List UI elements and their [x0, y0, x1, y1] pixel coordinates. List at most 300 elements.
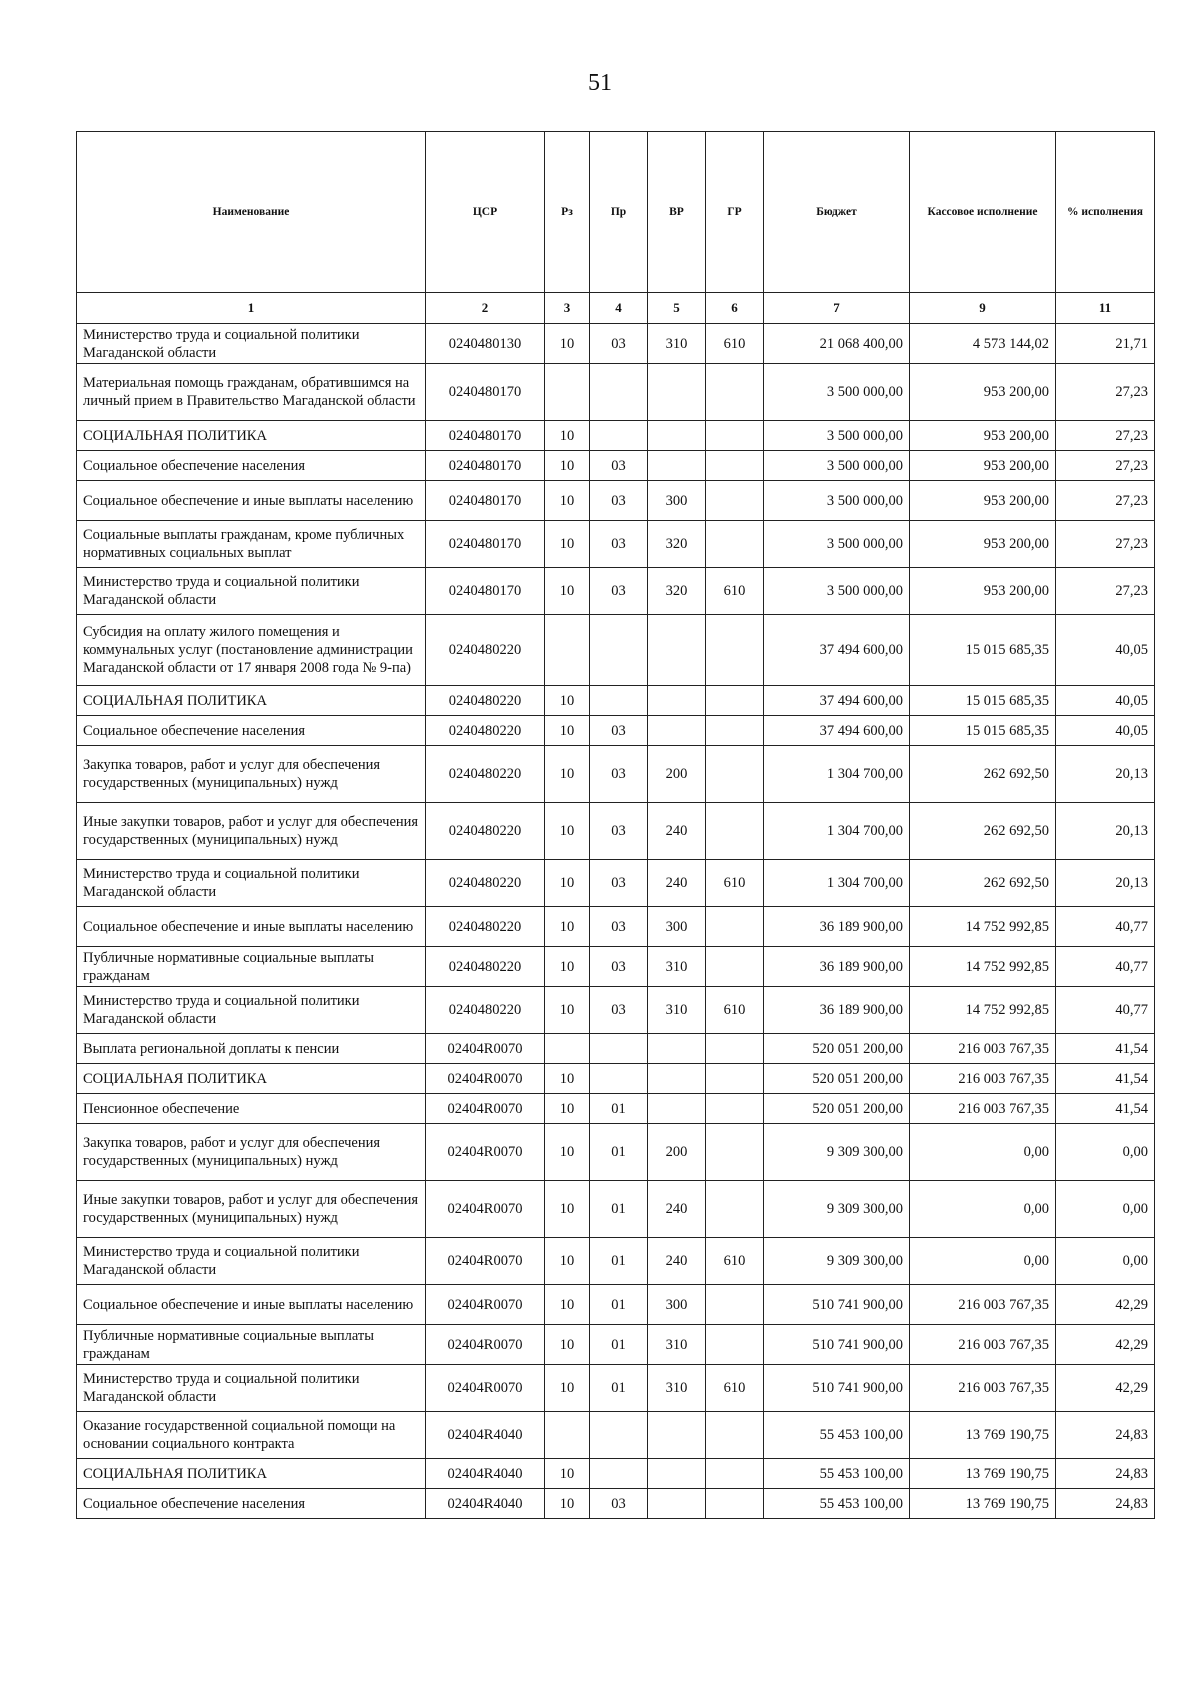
table-row — [77, 1459, 1155, 1489]
row-cash: 4 573 144,02 — [910, 324, 1056, 364]
row-name: Субсидия на оплату жилого помещения и коммунальных услуг (постановление администрации Магаданской области от 17 января 2008 года № 9-па) — [77, 615, 426, 686]
row-rz: 10 — [545, 1064, 590, 1094]
row-pct: 40,77 — [1056, 987, 1155, 1034]
row-csr: 02404R0070 — [426, 1238, 545, 1285]
table-row — [77, 1325, 1155, 1365]
table-row — [77, 451, 1155, 481]
row-vr: 240 — [648, 1181, 706, 1238]
row-pct: 40,05 — [1056, 716, 1155, 746]
row-rz: 10 — [545, 451, 590, 481]
row-rz: 10 — [545, 324, 590, 364]
row-gr — [706, 451, 764, 481]
row-rz: 10 — [545, 987, 590, 1034]
row-budget: 36 189 900,00 — [764, 907, 910, 947]
row-csr: 02404R0070 — [426, 1285, 545, 1325]
row-budget: 9 309 300,00 — [764, 1238, 910, 1285]
row-pct: 21,71 — [1056, 324, 1155, 364]
row-gr — [706, 746, 764, 803]
row-rz — [545, 615, 590, 686]
row-csr: 0240480170 — [426, 481, 545, 521]
budget-execution-table — [76, 131, 1155, 1519]
row-csr: 0240480220 — [426, 803, 545, 860]
row-vr: 300 — [648, 1285, 706, 1325]
row-vr — [648, 686, 706, 716]
row-pct: 27,23 — [1056, 364, 1155, 421]
row-vr — [648, 1459, 706, 1489]
column-number: 1 — [77, 293, 426, 324]
row-pct: 27,23 — [1056, 568, 1155, 615]
row-csr: 02404R0070 — [426, 1181, 545, 1238]
row-rz: 10 — [545, 1365, 590, 1412]
row-budget: 37 494 600,00 — [764, 686, 910, 716]
row-rz: 10 — [545, 803, 590, 860]
table-row — [77, 746, 1155, 803]
row-rz: 10 — [545, 947, 590, 987]
row-gr — [706, 907, 764, 947]
row-pr: 03 — [590, 803, 648, 860]
row-csr: 02404R0070 — [426, 1064, 545, 1094]
row-pr: 03 — [590, 521, 648, 568]
row-budget: 37 494 600,00 — [764, 615, 910, 686]
row-pct: 24,83 — [1056, 1412, 1155, 1459]
row-gr — [706, 1124, 764, 1181]
row-csr: 02404R0070 — [426, 1034, 545, 1064]
row-pct: 20,13 — [1056, 860, 1155, 907]
row-name: Министерство труда и социальной политики Магаданской области — [77, 987, 426, 1034]
row-name: Пенсионное обеспечение — [77, 1094, 426, 1124]
row-pct: 27,23 — [1056, 421, 1155, 451]
row-cash: 216 003 767,35 — [910, 1094, 1056, 1124]
row-rz: 10 — [545, 716, 590, 746]
table-row — [77, 987, 1155, 1034]
row-csr: 0240480220 — [426, 615, 545, 686]
table-row — [77, 716, 1155, 746]
row-budget: 1 304 700,00 — [764, 803, 910, 860]
row-budget: 55 453 100,00 — [764, 1459, 910, 1489]
row-pct: 41,54 — [1056, 1064, 1155, 1094]
column-number-row — [77, 293, 1155, 324]
row-name: СОЦИАЛЬНАЯ ПОЛИТИКА — [77, 686, 426, 716]
row-cash: 262 692,50 — [910, 860, 1056, 907]
row-csr: 02404R4040 — [426, 1459, 545, 1489]
row-gr — [706, 1285, 764, 1325]
row-pr — [590, 686, 648, 716]
row-cash: 14 752 992,85 — [910, 947, 1056, 987]
row-pr: 03 — [590, 481, 648, 521]
row-name: Социальное обеспечение и иные выплаты населению — [77, 481, 426, 521]
header-csr: ЦСР — [426, 132, 545, 293]
row-pct: 20,13 — [1056, 803, 1155, 860]
row-name: Министерство труда и социальной политики Магаданской области — [77, 568, 426, 615]
column-number: 7 — [764, 293, 910, 324]
row-gr — [706, 686, 764, 716]
row-rz: 10 — [545, 1489, 590, 1519]
row-name: Министерство труда и социальной политики Магаданской области — [77, 1238, 426, 1285]
row-pr: 03 — [590, 746, 648, 803]
header-name: Наименование — [77, 132, 426, 293]
table-row — [77, 568, 1155, 615]
row-pr: 03 — [590, 568, 648, 615]
row-vr: 320 — [648, 521, 706, 568]
row-gr — [706, 521, 764, 568]
row-vr: 240 — [648, 1238, 706, 1285]
row-vr — [648, 1412, 706, 1459]
row-budget: 3 500 000,00 — [764, 521, 910, 568]
row-gr — [706, 481, 764, 521]
row-pr — [590, 364, 648, 421]
row-cash: 262 692,50 — [910, 803, 1056, 860]
row-gr — [706, 421, 764, 451]
row-pr — [590, 1034, 648, 1064]
row-rz: 10 — [545, 1124, 590, 1181]
row-pr: 03 — [590, 716, 648, 746]
row-vr: 200 — [648, 746, 706, 803]
row-pr: 01 — [590, 1285, 648, 1325]
row-vr: 310 — [648, 987, 706, 1034]
row-pct: 24,83 — [1056, 1459, 1155, 1489]
row-gr: 610 — [706, 324, 764, 364]
table-row — [77, 324, 1155, 364]
row-rz: 10 — [545, 481, 590, 521]
row-cash: 216 003 767,35 — [910, 1365, 1056, 1412]
table-row — [77, 686, 1155, 716]
row-budget: 3 500 000,00 — [764, 421, 910, 451]
row-csr: 02404R0070 — [426, 1365, 545, 1412]
row-cash: 216 003 767,35 — [910, 1325, 1056, 1365]
table-row — [77, 615, 1155, 686]
row-pr — [590, 421, 648, 451]
row-csr: 0240480170 — [426, 421, 545, 451]
row-budget: 3 500 000,00 — [764, 364, 910, 421]
column-number: 4 — [590, 293, 648, 324]
row-vr — [648, 421, 706, 451]
row-cash: 953 200,00 — [910, 481, 1056, 521]
row-vr: 310 — [648, 947, 706, 987]
row-name: Социальное обеспечение и иные выплаты населению — [77, 1285, 426, 1325]
row-cash: 216 003 767,35 — [910, 1064, 1056, 1094]
row-cash: 0,00 — [910, 1238, 1056, 1285]
column-number: 2 — [426, 293, 545, 324]
table-row — [77, 1238, 1155, 1285]
table-row — [77, 1365, 1155, 1412]
row-cash: 953 200,00 — [910, 364, 1056, 421]
header-rz: Рз — [545, 132, 590, 293]
row-pr: 01 — [590, 1325, 648, 1365]
row-cash: 13 769 190,75 — [910, 1489, 1056, 1519]
column-number: 9 — [910, 293, 1056, 324]
row-pct: 41,54 — [1056, 1094, 1155, 1124]
header-pct: % исполнения — [1056, 132, 1155, 293]
row-pr: 01 — [590, 1238, 648, 1285]
table-row — [77, 421, 1155, 451]
row-gr — [706, 1181, 764, 1238]
row-csr: 0240480220 — [426, 860, 545, 907]
row-vr: 310 — [648, 1325, 706, 1365]
table-row — [77, 1064, 1155, 1094]
row-rz: 10 — [545, 1181, 590, 1238]
row-pct: 0,00 — [1056, 1181, 1155, 1238]
row-cash: 15 015 685,35 — [910, 716, 1056, 746]
header-row — [77, 132, 1155, 293]
header-cash: Кассовое исполнение — [910, 132, 1056, 293]
row-name: Социальное обеспечение населения — [77, 1489, 426, 1519]
row-pr: 03 — [590, 451, 648, 481]
row-budget: 55 453 100,00 — [764, 1412, 910, 1459]
row-name: Министерство труда и социальной политики Магаданской области — [77, 1365, 426, 1412]
row-csr: 0240480220 — [426, 686, 545, 716]
row-name: Публичные нормативные социальные выплаты гражданам — [77, 947, 426, 987]
row-pct: 24,83 — [1056, 1489, 1155, 1519]
row-rz: 10 — [545, 860, 590, 907]
row-csr: 0240480220 — [426, 947, 545, 987]
row-budget: 3 500 000,00 — [764, 568, 910, 615]
row-pr: 03 — [590, 860, 648, 907]
table-row — [77, 1181, 1155, 1238]
row-csr: 0240480130 — [426, 324, 545, 364]
row-gr: 610 — [706, 568, 764, 615]
row-rz: 10 — [545, 1459, 590, 1489]
column-number: 3 — [545, 293, 590, 324]
table-row — [77, 860, 1155, 907]
column-number: 5 — [648, 293, 706, 324]
row-gr — [706, 1064, 764, 1094]
row-vr: 240 — [648, 860, 706, 907]
row-csr: 0240480170 — [426, 521, 545, 568]
row-name: Материальная помощь гражданам, обратившимся на личный прием в Правительство Магаданской области — [77, 364, 426, 421]
row-budget: 520 051 200,00 — [764, 1094, 910, 1124]
row-vr: 310 — [648, 324, 706, 364]
row-gr — [706, 1034, 764, 1064]
row-pr: 01 — [590, 1181, 648, 1238]
row-cash: 14 752 992,85 — [910, 987, 1056, 1034]
table-row — [77, 364, 1155, 421]
row-budget: 3 500 000,00 — [764, 451, 910, 481]
row-csr: 02404R0070 — [426, 1124, 545, 1181]
row-pct: 27,23 — [1056, 521, 1155, 568]
row-pct: 27,23 — [1056, 481, 1155, 521]
row-csr: 0240480220 — [426, 987, 545, 1034]
row-budget: 1 304 700,00 — [764, 860, 910, 907]
row-rz — [545, 1034, 590, 1064]
column-number: 11 — [1056, 293, 1155, 324]
row-cash: 13 769 190,75 — [910, 1459, 1056, 1489]
row-budget: 36 189 900,00 — [764, 947, 910, 987]
row-cash: 953 200,00 — [910, 568, 1056, 615]
table-row — [77, 1489, 1155, 1519]
row-pr: 03 — [590, 907, 648, 947]
row-vr: 200 — [648, 1124, 706, 1181]
row-budget: 520 051 200,00 — [764, 1034, 910, 1064]
row-gr: 610 — [706, 987, 764, 1034]
row-pct: 27,23 — [1056, 451, 1155, 481]
row-budget: 1 304 700,00 — [764, 746, 910, 803]
row-vr: 310 — [648, 1365, 706, 1412]
row-name: Выплата региональной доплаты к пенсии — [77, 1034, 426, 1064]
row-pr — [590, 1412, 648, 1459]
row-budget: 55 453 100,00 — [764, 1489, 910, 1519]
table-row — [77, 1412, 1155, 1459]
row-pr — [590, 615, 648, 686]
row-pct: 42,29 — [1056, 1325, 1155, 1365]
row-name: Закупка товаров, работ и услуг для обеспечения государственных (муниципальных) нужд — [77, 746, 426, 803]
row-name: Социальное обеспечение населения — [77, 451, 426, 481]
row-pct: 0,00 — [1056, 1124, 1155, 1181]
row-csr: 0240480220 — [426, 716, 545, 746]
row-csr: 02404R4040 — [426, 1412, 545, 1459]
table-row — [77, 1285, 1155, 1325]
row-cash: 953 200,00 — [910, 451, 1056, 481]
row-pct: 40,77 — [1056, 907, 1155, 947]
row-name: Иные закупки товаров, работ и услуг для обеспечения государственных (муниципальных) нужд — [77, 1181, 426, 1238]
row-pr: 03 — [590, 1489, 648, 1519]
row-budget: 3 500 000,00 — [764, 481, 910, 521]
row-csr: 0240480220 — [426, 746, 545, 803]
row-vr — [648, 451, 706, 481]
row-vr — [648, 1064, 706, 1094]
row-gr: 610 — [706, 1238, 764, 1285]
row-pct: 42,29 — [1056, 1285, 1155, 1325]
row-gr — [706, 947, 764, 987]
row-cash: 14 752 992,85 — [910, 907, 1056, 947]
row-pct: 40,05 — [1056, 686, 1155, 716]
row-gr — [706, 1459, 764, 1489]
row-vr — [648, 716, 706, 746]
row-gr — [706, 615, 764, 686]
row-gr — [706, 803, 764, 860]
row-name: СОЦИАЛЬНАЯ ПОЛИТИКА — [77, 421, 426, 451]
row-pct: 41,54 — [1056, 1034, 1155, 1064]
row-cash: 216 003 767,35 — [910, 1285, 1056, 1325]
row-rz: 10 — [545, 686, 590, 716]
row-cash: 13 769 190,75 — [910, 1412, 1056, 1459]
row-vr — [648, 1034, 706, 1064]
row-pr: 03 — [590, 947, 648, 987]
row-vr: 300 — [648, 907, 706, 947]
row-pct: 40,77 — [1056, 947, 1155, 987]
row-name: СОЦИАЛЬНАЯ ПОЛИТИКА — [77, 1459, 426, 1489]
row-name: Министерство труда и социальной политики Магаданской области — [77, 324, 426, 364]
row-pr: 03 — [590, 987, 648, 1034]
header-budget: Бюджет — [764, 132, 910, 293]
row-rz: 10 — [545, 1094, 590, 1124]
row-rz: 10 — [545, 521, 590, 568]
table-row — [77, 1094, 1155, 1124]
page-number: 51 — [588, 70, 612, 96]
row-name: Закупка товаров, работ и услуг для обеспечения государственных (муниципальных) нужд — [77, 1124, 426, 1181]
row-budget: 510 741 900,00 — [764, 1365, 910, 1412]
table-row — [77, 1034, 1155, 1064]
row-rz: 10 — [545, 1238, 590, 1285]
row-csr: 02404R0070 — [426, 1094, 545, 1124]
row-gr: 610 — [706, 1365, 764, 1412]
row-rz: 10 — [545, 568, 590, 615]
row-rz — [545, 364, 590, 421]
table-row — [77, 803, 1155, 860]
row-vr — [648, 1489, 706, 1519]
row-gr — [706, 1094, 764, 1124]
row-name: Публичные нормативные социальные выплаты гражданам — [77, 1325, 426, 1365]
row-vr: 320 — [648, 568, 706, 615]
row-csr: 0240480170 — [426, 451, 545, 481]
table-row — [77, 947, 1155, 987]
row-pr: 01 — [590, 1365, 648, 1412]
row-name: Иные закупки товаров, работ и услуг для обеспечения государственных (муниципальных) нужд — [77, 803, 426, 860]
row-csr: 0240480170 — [426, 568, 545, 615]
row-name: Социальное обеспечение и иные выплаты населению — [77, 907, 426, 947]
row-csr: 02404R0070 — [426, 1325, 545, 1365]
row-pct: 42,29 — [1056, 1365, 1155, 1412]
row-name: Социальное обеспечение населения — [77, 716, 426, 746]
table-row — [77, 907, 1155, 947]
table-row — [77, 481, 1155, 521]
row-rz: 10 — [545, 1325, 590, 1365]
row-vr — [648, 364, 706, 421]
row-cash: 953 200,00 — [910, 521, 1056, 568]
row-vr — [648, 1094, 706, 1124]
row-name: СОЦИАЛЬНАЯ ПОЛИТИКА — [77, 1064, 426, 1094]
row-pct: 0,00 — [1056, 1238, 1155, 1285]
row-pr: 01 — [590, 1124, 648, 1181]
row-name: Оказание государственной социальной помощи на основании социального контракта — [77, 1412, 426, 1459]
row-name: Министерство труда и социальной политики Магаданской области — [77, 860, 426, 907]
row-cash: 0,00 — [910, 1181, 1056, 1238]
row-pr — [590, 1459, 648, 1489]
row-gr — [706, 716, 764, 746]
row-budget: 37 494 600,00 — [764, 716, 910, 746]
row-cash: 216 003 767,35 — [910, 1034, 1056, 1064]
row-pr — [590, 1064, 648, 1094]
row-cash: 15 015 685,35 — [910, 686, 1056, 716]
column-number: 6 — [706, 293, 764, 324]
row-pr: 03 — [590, 324, 648, 364]
row-name: Социальные выплаты гражданам, кроме публичных нормативных социальных выплат — [77, 521, 426, 568]
row-cash: 262 692,50 — [910, 746, 1056, 803]
row-rz: 10 — [545, 1285, 590, 1325]
row-gr — [706, 1412, 764, 1459]
table-body — [77, 324, 1155, 1519]
row-csr: 0240480170 — [426, 364, 545, 421]
table-row — [77, 521, 1155, 568]
row-vr: 240 — [648, 803, 706, 860]
row-csr: 02404R4040 — [426, 1489, 545, 1519]
row-vr — [648, 615, 706, 686]
header-vr: ВР — [648, 132, 706, 293]
row-csr: 0240480220 — [426, 907, 545, 947]
row-rz: 10 — [545, 907, 590, 947]
row-gr — [706, 364, 764, 421]
row-budget: 510 741 900,00 — [764, 1285, 910, 1325]
row-gr — [706, 1489, 764, 1519]
row-gr — [706, 1325, 764, 1365]
row-gr: 610 — [706, 860, 764, 907]
row-budget: 520 051 200,00 — [764, 1064, 910, 1094]
row-budget: 510 741 900,00 — [764, 1325, 910, 1365]
row-budget: 21 068 400,00 — [764, 324, 910, 364]
header-pr: Пр — [590, 132, 648, 293]
row-budget: 9 309 300,00 — [764, 1181, 910, 1238]
row-pct: 20,13 — [1056, 746, 1155, 803]
row-pr: 01 — [590, 1094, 648, 1124]
row-vr: 300 — [648, 481, 706, 521]
row-pct: 40,05 — [1056, 615, 1155, 686]
row-cash: 953 200,00 — [910, 421, 1056, 451]
row-budget: 9 309 300,00 — [764, 1124, 910, 1181]
table-row — [77, 1124, 1155, 1181]
row-rz: 10 — [545, 746, 590, 803]
row-cash: 0,00 — [910, 1124, 1056, 1181]
row-budget: 36 189 900,00 — [764, 987, 910, 1034]
header-gr: ГР — [706, 132, 764, 293]
